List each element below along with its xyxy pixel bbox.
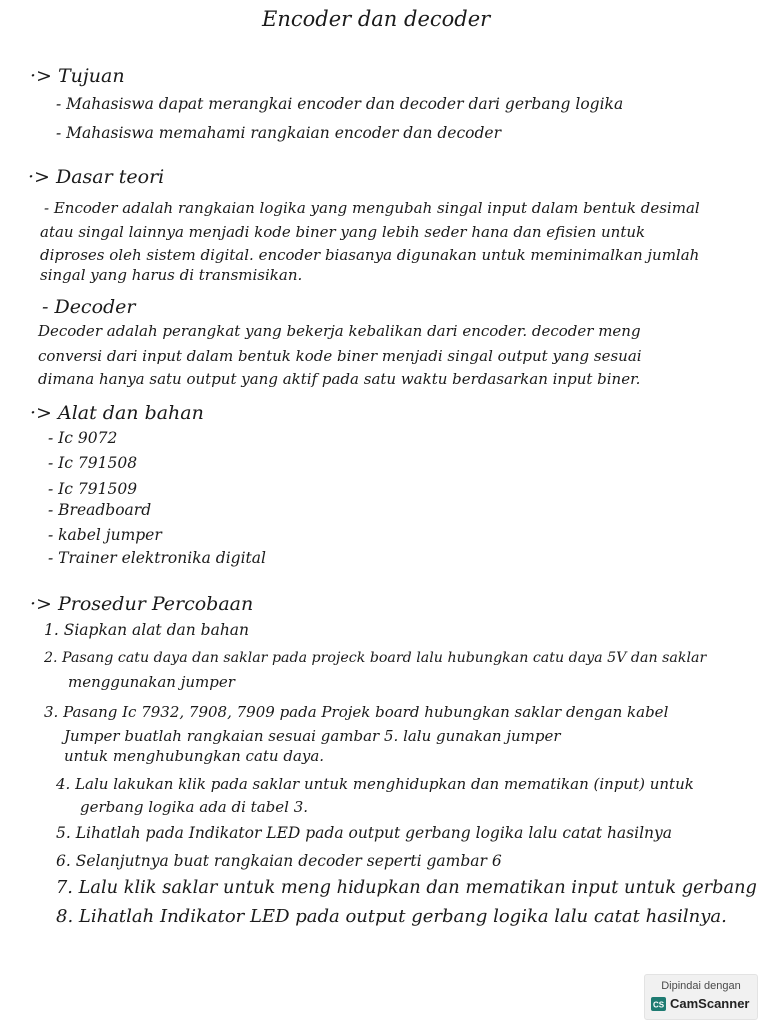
procedure-line: 3. Pasang Ic 7932, 7908, 7909 pada Projek board hubungkan saklar dengan kabel (44, 703, 669, 721)
list-item: - Mahasiswa dapat merangkai encoder dan decoder dari gerbang logika (56, 95, 624, 113)
section-heading-tujuan: ·> Tujuan (30, 65, 125, 87)
list-item: - Breadboard (48, 501, 152, 519)
watermark-caption: Dipindai dengan (661, 980, 741, 992)
watermark-name: CamScanner (670, 996, 750, 1011)
procedure-line: menggunakan jumper (68, 673, 235, 691)
procedure-line: 4. Lalu lakukan klik pada saklar untuk menghidupkan dan mematikan (input) untuk (56, 775, 694, 793)
paragraph-line: singal yang harus di transmisikan. (40, 266, 303, 284)
list-item: - kabel jumper (48, 526, 162, 544)
subheading-decoder: - Decoder (42, 296, 136, 318)
section-heading-alat-bahan: ·> Alat dan bahan (30, 402, 204, 424)
paragraph-line: dimana hanya satu output yang aktif pada satu waktu berdasarkan input biner. (38, 370, 641, 388)
section-heading-prosedur: ·> Prosedur Percobaan (30, 593, 254, 615)
paragraph-line: atau singal lainnya menjadi kode biner yang lebih seder hana dan efisien untuk (40, 223, 646, 241)
procedure-line: untuk menghubungkan catu daya. (64, 747, 325, 765)
paragraph-line: conversi dari input dalam bentuk kode biner menjadi singal output yang sesuai (38, 347, 642, 365)
page-title: Encoder dan decoder (262, 7, 491, 31)
list-item: - Mahasiswa memahami rangkaian encoder dan decoder (56, 124, 501, 142)
list-item: - Trainer elektronika digital (48, 549, 266, 567)
procedure-line: 2. Pasang catu daya dan saklar pada projeck board lalu hubungkan catu daya 5V dan saklar (44, 650, 707, 666)
paragraph-line: diproses oleh sistem digital. encoder biasanya digunakan untuk meminimalkan jumlah (40, 246, 700, 264)
list-item: - Ic 791509 (48, 480, 138, 498)
procedure-line: 6. Selanjutnya buat rangkaian decoder seperti gambar 6 (56, 852, 502, 870)
camscanner-watermark (644, 974, 758, 1020)
procedure-line: Jumper buatlah rangkaian sesuai gambar 5. lalu gunakan jumper (64, 727, 561, 745)
procedure-line: 5. Lihatlah pada Indikator LED pada output gerbang logika lalu catat hasilnya (56, 824, 673, 842)
list-item: - Ic 9072 (48, 429, 118, 447)
procedure-line: gerbang logika ada di tabel 3. (80, 798, 309, 816)
svg-text:CS: CS (652, 1000, 665, 1010)
paragraph-line: Decoder adalah perangkat yang bekerja kebalikan dari encoder. decoder meng (38, 322, 641, 340)
camscanner-logo-icon (651, 997, 666, 1011)
section-heading-dasar-teori: ·> Dasar teori (28, 166, 165, 188)
list-item: - Ic 791508 (48, 454, 138, 472)
paragraph-line: - Encoder adalah rangkaian logika yang mengubah singal input dalam bentuk desimal (44, 199, 700, 217)
procedure-line: 8. Lihatlah Indikator LED pada output gerbang logika lalu catat hasilnya. (56, 906, 727, 927)
procedure-line: 1. Siapkan alat dan bahan (44, 621, 250, 639)
procedure-line: 7. Lalu klik saklar untuk meng hidupkan dan mematikan input untuk gerbang (56, 878, 757, 898)
